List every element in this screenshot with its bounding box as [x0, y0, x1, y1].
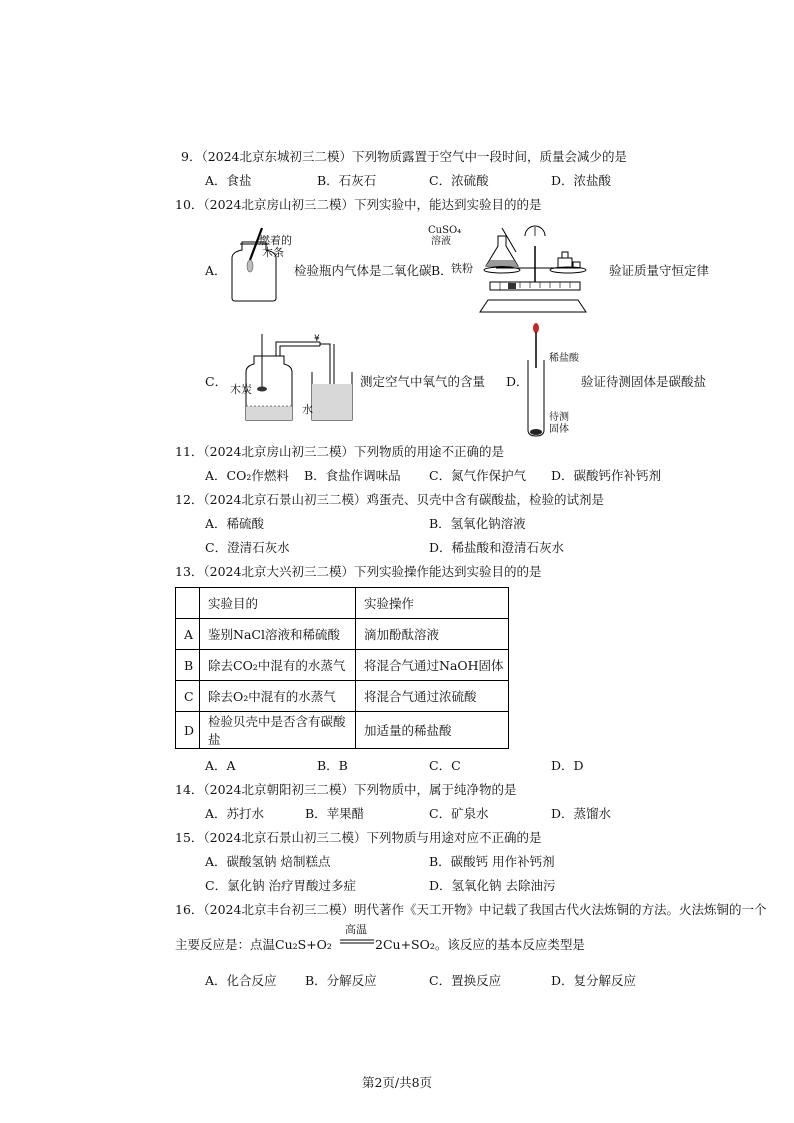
table-cell: 加适量的稀盐酸 — [356, 712, 509, 749]
q10b-label-cuso4: CuSO₄ — [428, 225, 462, 236]
q14-option-c: C．矿泉水 — [429, 806, 489, 821]
q9-option-a: A．食盐 — [205, 173, 252, 188]
q13-stem: 13．（2024北京大兴初三二模）下列实验操作能达到实验目的的是 — [175, 564, 542, 579]
q12-option-c: C．澄清石灰水 — [205, 540, 290, 555]
q15-option-d: D．氢氧化钠 去除油污 — [429, 878, 556, 893]
q15-option-c: C．氯化钠 治疗胃酸过多症 — [205, 878, 357, 893]
q16-stem-line-2-pre: 主要反应是：点温Cu₂S+O₂ — [175, 937, 332, 952]
table-header-cell: 实验操作 — [356, 588, 509, 619]
oxygen-content-apparatus-figure — [232, 332, 360, 424]
q10b-description: 验证质量守恒定律 — [609, 263, 710, 278]
q13-option-d: D．D — [551, 758, 584, 773]
svg-text:¥: ¥ — [314, 334, 320, 344]
q11-stem: 11．（2024北京房山初三二模）下列物质的用途不正确的是 — [175, 444, 504, 459]
q9-option-b: B．石灰石 — [317, 173, 377, 188]
q10-stem: 10．（2024北京房山初三二模）下列实验中，能达到实验目的的是 — [175, 197, 542, 212]
q10b-label-solution: 溶液 — [431, 236, 451, 247]
table-header-row — [176, 588, 509, 619]
q10a-letter: A． — [205, 263, 227, 278]
q14-option-a: A．苏打水 — [205, 806, 265, 821]
q16-option-c: C．置换反应 — [429, 973, 502, 988]
q12-stem: 12．（2024北京石景山初三二模）鸡蛋壳、贝壳中含有碳酸盐，检验的试剂是 — [175, 492, 604, 507]
q12-option-a: A．稀硫酸 — [205, 516, 265, 531]
page-footer: 第2页/共8页 — [361, 1075, 433, 1090]
table-cell: C — [176, 681, 200, 712]
q11-option-d: D．碳酸钙作补钙剂 — [551, 468, 662, 483]
table-cell: D — [176, 712, 200, 749]
q10a-label-stick: 木条 — [262, 246, 284, 259]
q14-stem: 14．（2024北京朝阳初三二模）下列物质中，属于纯净物的是 — [175, 782, 517, 797]
q14-option-b: B．苹果醋 — [305, 806, 365, 821]
q11-option-c: C．氮气作保护气 — [429, 468, 527, 483]
equals-sign-icon — [340, 939, 374, 945]
q10d-label-solid-1: 待测 — [549, 412, 569, 423]
table-cell: 滴加酚酞溶液 — [356, 619, 509, 650]
q15-option-a: A．碳酸氢钠 焙制糕点 — [205, 854, 331, 869]
q9-option-c: C．浓硫酸 — [429, 173, 489, 188]
q10b-letter: B． — [431, 263, 453, 278]
q10c-label-water: 水 — [302, 403, 313, 416]
q10a-label-burning: 燃着的 — [259, 234, 292, 247]
table-row — [176, 650, 509, 681]
q9-stem: 9．（2024北京东城初三二模）下列物质露置于空气中一段时间，质量会减少的是 — [181, 149, 628, 164]
table-header-cell: 实验目的 — [200, 588, 356, 619]
table-cell: 鉴别NaCl溶液和稀硫酸 — [200, 619, 356, 650]
q10d-label-solid-2: 固体 — [549, 424, 569, 435]
table-header-cell — [176, 588, 200, 619]
q12-option-d: D．稀盐酸和澄清石灰水 — [429, 540, 565, 555]
q16-reaction-condition: 高温 — [345, 923, 367, 936]
q13-option-b: B．B — [317, 758, 348, 773]
q15-stem: 15．（2024北京石景山初三二模）下列物质与用途对应不正确的是 — [175, 830, 542, 845]
table-row — [176, 619, 509, 650]
table-cell: 将混合气通过NaOH固体 — [356, 650, 509, 681]
table-cell: 除去CO₂中混有的水蒸气 — [200, 650, 356, 681]
q16-option-b: B．分解反应 — [305, 973, 377, 988]
q16-stem-line-2-post: 2Cu+SO₂。该反应的基本反应类型是 — [375, 937, 585, 952]
q13-option-c: C．C — [429, 758, 461, 773]
q16-option-a: A．化合反应 — [205, 973, 277, 988]
q14-option-d: D．蒸馏水 — [551, 806, 612, 821]
q13-option-a: A．A — [205, 758, 236, 773]
q16-stem-line-1: 16．（2024北京丰台初三二模）明代著作《天工开物》中记载了我国古代火法炼铜的方法。火法炼铜的一个 — [175, 902, 767, 917]
q10d-letter: D． — [506, 374, 529, 389]
q15-option-b: B．碳酸钙 用作补钙剂 — [429, 854, 555, 869]
q10d-label-acid: 稀盐酸 — [549, 353, 579, 364]
table-cell: 除去O₂中混有的水蒸气 — [200, 681, 356, 712]
q12-option-b: B．氢氧化钠溶液 — [429, 516, 526, 531]
q10b-label-iron: 铁粉 — [451, 262, 473, 275]
table-cell: A — [176, 619, 200, 650]
q10c-label-charcoal: 木炭 — [230, 383, 252, 396]
q10d-description: 验证待测固体是碳酸盐 — [581, 374, 707, 389]
q10c-letter: C． — [205, 374, 228, 389]
table-cell: 检验贝壳中是否含有碳酸盐 — [200, 712, 356, 749]
q9-option-d: D．浓盐酸 — [551, 173, 612, 188]
q16-option-d: D．复分解反应 — [551, 973, 637, 988]
table-row — [176, 681, 509, 712]
q13-table — [175, 587, 509, 749]
q11-option-a: A．CO₂作燃料 — [205, 468, 289, 483]
q10a-description: 检验瓶内气体是二氧化碳 — [294, 263, 432, 278]
table-cell: B — [176, 650, 200, 681]
q10c-description: 测定空气中氧气的含量 — [360, 374, 486, 389]
table-row — [176, 712, 509, 749]
q11-option-b: B．食盐作调味品 — [304, 468, 401, 483]
table-cell: 将混合气通过浓硫酸 — [356, 681, 509, 712]
